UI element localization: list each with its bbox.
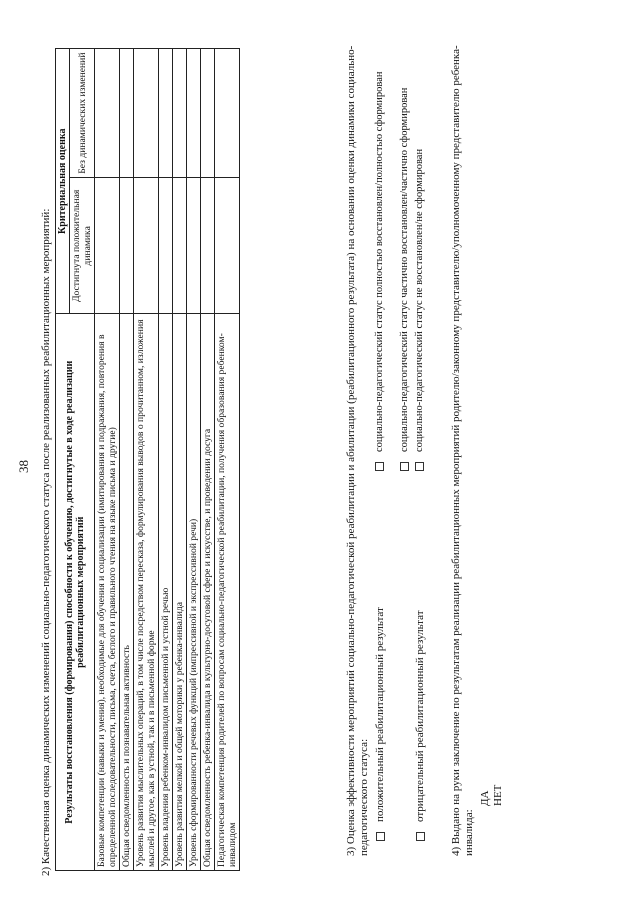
row-label: Общая осведомленность и познавательная активность: [120, 314, 134, 871]
row-label: Базовые компетенции (навыки и умения), необходимые для обучения и социализации (имитирования и подражания, повторения в определенной последовательности, письма, счета, беглого и правильного чтения на языке письма и другие): [95, 314, 120, 871]
no-change-cell[interactable]: [187, 49, 201, 178]
checkbox-icon[interactable]: [400, 462, 409, 471]
no-dynamics-header: Без динамических изменений: [70, 49, 95, 178]
row-label: Уровень развития мыслительных операций, в том числе посредством пересказа, формулирования выводов о прочитанном, изложения мыслей и другое, как в устной, так и в письменной форме: [134, 314, 159, 871]
positive-cell[interactable]: [215, 178, 240, 314]
no-change-cell[interactable]: [134, 49, 159, 178]
positive-cell[interactable]: [95, 178, 120, 314]
table-header-row: [56, 49, 70, 871]
status-option-none[interactable]: [414, 149, 425, 471]
positive-cell[interactable]: [134, 178, 159, 314]
table-row: [173, 49, 187, 871]
row-label: Педагогическая компетенция родителей по вопросам социально-педагогической реабилитации, получения образования ребенком-инвалидом: [215, 314, 240, 871]
section-4-text: 4) Выдано на руки заключение по результатам реализации реабилитационных мероприятий родителю/законному представителю/уполномоченному представителю ребенка-инвалида:: [450, 45, 475, 856]
negative-result-option[interactable]: [414, 610, 426, 841]
checkbox-icon[interactable]: [415, 462, 424, 471]
no-change-cell[interactable]: [201, 49, 215, 178]
no-change-cell[interactable]: [173, 49, 187, 178]
checkbox-icon[interactable]: [416, 832, 425, 841]
positive-cell[interactable]: [187, 178, 201, 314]
criteria-header: Критериальная оценка: [56, 49, 70, 314]
no-change-cell[interactable]: [120, 49, 134, 178]
row-label: Общая осведомленность ребенка-инвалида в культурно-досуговой сфере и искусстве, и проведении досуга: [201, 314, 215, 871]
row-label: Уровень сформированности речевых функций (импрессивной и экспрессивной речи): [187, 314, 201, 871]
positive-cell[interactable]: [201, 178, 215, 314]
checkbox-icon[interactable]: [376, 832, 385, 841]
status-option-label: социально-педагогический статус полностью восстановлен/полностью сформирован: [374, 71, 385, 452]
positive-cell[interactable]: [120, 178, 134, 314]
table-row: [159, 49, 173, 871]
table-row: [95, 49, 120, 871]
row-label: Уровень владения ребенком-инвалидом письменной и устной речью: [159, 314, 173, 871]
assessment-table: [55, 48, 240, 871]
checkbox-icon[interactable]: [375, 462, 384, 471]
no-change-cell[interactable]: [215, 49, 240, 178]
no-change-cell[interactable]: [95, 49, 120, 178]
table-row: [187, 49, 201, 871]
status-option-partial[interactable]: [399, 88, 410, 471]
status-option-label: социально-педагогический статус не восстановлен/не сформирован: [414, 148, 425, 452]
table-row: [134, 49, 159, 871]
results-column-header: Результаты восстановления (формирования) способности к обучению, достигнутые в ходе реализации реабилитационных мероприятий: [56, 314, 95, 871]
positive-dynamics-header: Достигнута положительная динамика: [70, 178, 95, 314]
section-2-heading: 2) Качественная оценка динамических изменений социально-педагогического статуса после реализованных реабилитационных мероприятий:: [40, 208, 52, 876]
row-label: Уровень развития мелкой и общей моторики у ребенка-инвалида: [173, 314, 187, 871]
answer-yes[interactable]: ДА: [479, 790, 491, 806]
table-row: [201, 49, 215, 871]
no-change-cell[interactable]: [159, 49, 173, 178]
table-row: [215, 49, 240, 871]
positive-cell[interactable]: [159, 178, 173, 314]
status-option-label: социально-педагогический статус частично восстановлен/частично сформирован: [399, 87, 410, 452]
section-3-text: 3) Оценка эффективности мероприятий социально-педагогической реабилитации и абилитации (реабилитационного результата) на основании оценки динамики социально-педагогического статуса:: [345, 45, 370, 856]
positive-cell[interactable]: [173, 178, 187, 314]
positive-result-label: положительный реабилитационный результат: [374, 607, 386, 822]
status-option-full[interactable]: [374, 72, 385, 471]
negative-result-label: отрицательный реабилитационный результат: [414, 610, 426, 822]
page-number: 38: [16, 460, 31, 473]
positive-result-option[interactable]: [374, 607, 386, 841]
table-row: [120, 49, 134, 871]
answer-no[interactable]: НЕТ: [492, 784, 504, 806]
